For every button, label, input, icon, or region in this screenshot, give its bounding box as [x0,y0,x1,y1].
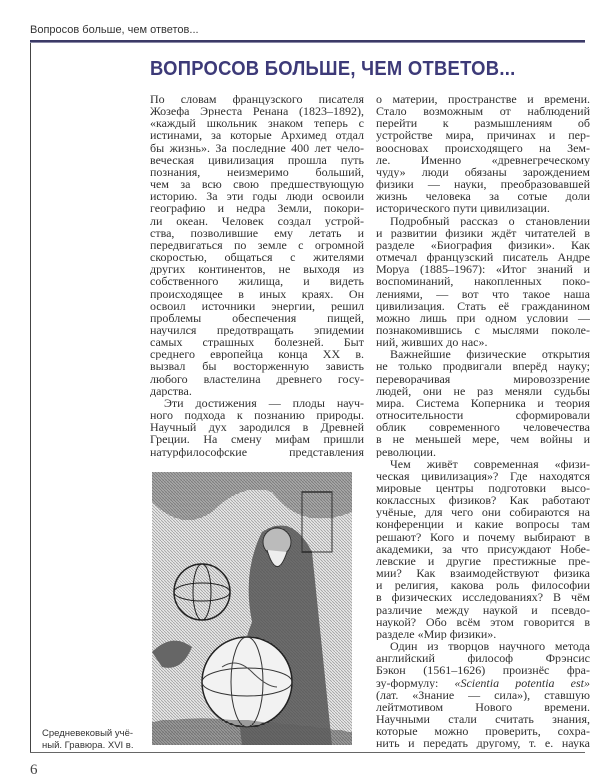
text-line: Стало возможным от наблюдений [376,105,590,118]
footer-rule [30,752,585,753]
article-title: ВОПРОСОВ БОЛЬШЕ, ЧЕМ ОТВЕТОВ... [150,58,516,80]
paragraph [150,93,364,397]
text-line: различие между наукой и псевдо- [376,603,590,616]
paragraph [376,93,590,215]
text-line: разделе «Мир физики». [376,627,497,641]
text-line: историю. За эти годы люди освоили [150,190,364,203]
text-line: ле. Именно «древнегреческому [376,153,590,166]
text-column-left [150,93,364,458]
text-line: передвигаться по земле с огромной [150,238,364,252]
text-line: скоростью, общаться с жителями [150,251,364,264]
text-line: собственного жилища, и видеть [150,275,364,288]
caption-line: ный. Гравюра. XVI в. [42,740,134,751]
text-line: коклассных физиков? Как работают [376,494,590,507]
text-line: людей, они не раз меняли судьбы [376,384,590,397]
text-line: Научными стали считать знания, [376,712,590,726]
text-line: бы жизнь». За последние 400 лет чело- [150,141,364,154]
text-line: наукой? Обо всём этом говорится в [376,615,590,628]
text-line: По словам французского писателя [150,93,364,106]
text-line: цивилизация. Стать её гражданином [376,299,590,312]
text-line: любого властелина древнего госу- [150,372,364,385]
text-line: Бэкон (1561–1626) произнёс фра- [376,664,590,677]
figure-caption [42,728,142,752]
text-line: и религия, какова роль философии [376,579,590,592]
text-line: левские и другие престижные пре- [376,554,590,568]
text-line: Важнейшие физические открытия [390,348,590,361]
text-line: воспоминаний, накопленных поко- [376,275,590,288]
text-line: ного подхода к познанию природы. [150,409,364,422]
text-line: (лат. «Знание — сила»), ставшую [376,688,590,701]
text-line: «каждый школьник знаком теперь с [150,117,364,130]
text-line: ческая цивилизация»? Где находятся [376,469,590,482]
text-line: Эти достижения — плоды науч- [164,396,364,410]
text-line: Жозефа Эрнеста Ренана (1823–1892), [150,105,364,118]
text-line: мировые центры подготовки высо- [376,482,590,495]
paragraph [376,640,590,749]
text-line: вызвал бы восторженную зависть [150,360,364,373]
text-line: мии? Как взаимодействуют физика [376,567,590,580]
text-line: Греции. На смену мифам пришли [150,433,364,446]
engraving-illustration [152,472,352,745]
frame-left-border [30,43,31,752]
text-line: Научный дух зародился в Древней [150,421,364,434]
text-line: Чем живёт современная «физи- [390,457,590,470]
text-line: нить и передать другому, т. е. наука [376,737,590,750]
text-line: в физических исследованиях? В чём [376,591,590,604]
text-line: английский философ Фрэнсис [376,652,590,665]
text-line: которые можно проверить, сохра- [376,725,590,738]
text-line: относительности сформировали [376,409,590,422]
text-line: переворачивая мировоззрение [376,372,590,385]
text-line: можно лишь при одном условии — [376,311,590,324]
text-line: чуду» люди обязаны зарождением [376,165,590,179]
text-line: лениями, — вот что такое наша [376,287,590,300]
text-line: учёные, для чего они собираются на [376,506,590,519]
text-line: воосновах происходящего на Зем- [376,141,590,154]
text-line: решают? Кого и почему выбирают в [376,530,590,543]
running-header: Вопросов больше, чем ответов... [30,24,199,36]
text-line: академики, за что присуждают Нобе- [376,542,590,555]
page-number: 6 [30,762,38,778]
text-line: о материи, пространстве и времени. [376,93,590,106]
caption-line: Средневековый учё- [42,728,134,739]
header-rule [30,40,585,43]
paragraph [376,348,590,457]
text-column-right [376,93,590,749]
text-line: чем за всю свою предшествующую [150,178,364,191]
text-line: веческая цивилизация прошла путь [150,153,364,166]
text-line: зу-формулу: «Scientia potentia est» [376,676,590,689]
paragraph [376,215,590,349]
text-line: происходящее в иных краях. Он [150,287,364,300]
text-line: научился предотвращать эпидемии [150,323,364,337]
latin-quote: «Scientia potentia est» [454,676,590,689]
text-line: и развитии физики ждёт читателей в [376,226,590,239]
text-line: натурфилософские представления [150,445,364,458]
text-line: Один из творцов научного метода [390,640,590,653]
text-line: разделе «Биография физики». Как [376,238,590,252]
text-line: освоил источники энергии, решил [150,299,364,312]
text-line: других континентов, не выходя из [150,263,364,276]
text-line: дарства. [150,384,192,397]
text-line: ли океан. Человек создал устрой- [150,214,364,227]
text-line: перейти к размышлениям об [376,117,590,130]
text-line: революции. [376,445,436,458]
text-line: не только продвигали вперёд науку; [376,360,590,373]
text-line: познания, неизмеримо больший, [150,165,364,179]
text-line: ства, позволившие ему летать и [150,226,364,239]
text-line: исторического пути цивилизации. [376,202,550,215]
text-line: устройстве мира, причинах и пер- [376,129,590,142]
text-line: проблемы обеспечения пищей, [150,311,364,324]
text-line: конференции и какие вопросы там [376,518,590,531]
text-line: географию и недра Земли, покори- [150,202,364,215]
text-line: ний, живших до нас». [376,336,488,349]
text-line: жизнь человека за сотые доли [376,190,590,203]
text-line: Моруа (1885–1967): «Итог знаний и [376,263,590,276]
text-line: физики — науки, преобразовавшей [376,178,590,191]
text-line: отмечал французский писатель Андре [376,251,590,264]
text-line: в не меньшей мере, чем войны и [376,433,590,446]
text-line: истинами, за которые Архимед отдал [150,129,364,142]
text-line: самых страшных болезней. Быт [150,336,364,349]
paragraph [150,397,364,458]
text-line: Подробный рассказ о становлении [390,214,590,227]
text-line: облик современного человечества [376,421,590,434]
engraving-image [152,472,352,745]
paragraph [376,458,590,640]
text-line: мира. Система Коперника и теория [376,396,590,410]
text-line: среднего европейца конца XX в. [150,348,364,361]
text-line: познакомившись с мыслями поколе- [376,323,590,337]
text-line: лейтмотивом Нового времени. [376,700,590,713]
